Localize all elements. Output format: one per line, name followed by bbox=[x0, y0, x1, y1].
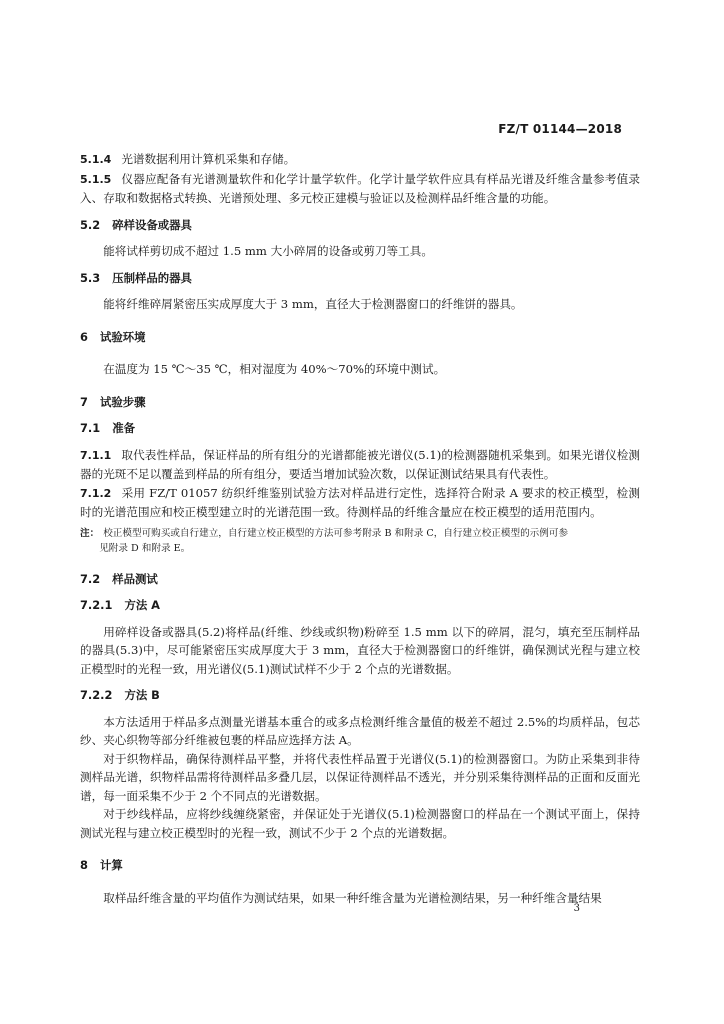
note-line-1: 校正模型可购买或自行建立，自行建立校正模型的方法可参考附录 B 和附录 C，自行建立校正模型的示例可参 bbox=[103, 527, 569, 539]
heading-5-2 bbox=[80, 216, 640, 235]
heading-number: 7 bbox=[80, 394, 88, 409]
heading-title: 试验环境 bbox=[99, 329, 146, 344]
clause-number: 7.1.2 bbox=[80, 486, 112, 500]
heading-7-2-2 bbox=[80, 686, 640, 705]
heading-title: 样品测试 bbox=[112, 571, 158, 586]
paragraph-7-2-2-c: 对于纱线样品，应将纱线缠绕紧密，并保证处于光谱仪(5.1)检测器窗口的样品在一个测试平面上，保持测试光程与建立校正模型时的光程一致，测试不少于 2 个点的光谱数据。 bbox=[80, 807, 640, 840]
heading-number: 8 bbox=[80, 858, 88, 872]
clause-text: 取代表性样品，保证样品的所有组分的光谱都能被光谱仪(5.1)的检测器随机采集到。如果光谱仪检测器的光斑不足以覆盖到样品的所有组分，要适当增加试验次数，以保证测试结果具有代表性。 bbox=[80, 447, 640, 481]
heading-number: 7.2.2 bbox=[80, 688, 113, 702]
heading-number: 7.1 bbox=[80, 421, 101, 435]
clause-number: 5.1.4 bbox=[80, 153, 112, 166]
heading-number: 6 bbox=[80, 329, 88, 344]
heading-title: 试验步骤 bbox=[99, 394, 146, 409]
standard-code-header: FZ/T 01144—2018 bbox=[498, 122, 622, 136]
heading-title: 计算 bbox=[99, 858, 123, 872]
heading-number: 5.3 bbox=[80, 270, 101, 285]
heading-title: 准备 bbox=[112, 421, 135, 435]
heading-7 bbox=[80, 393, 640, 412]
paragraph-5-3: 能将纤维碎屑紧密压实成厚度大于 3 mm，直径大于检测器窗口的纤维饼的器具。 bbox=[103, 297, 523, 311]
clause-5-1-5 bbox=[80, 170, 640, 208]
clause-7-1-2 bbox=[80, 484, 640, 522]
heading-5-3 bbox=[80, 269, 640, 288]
heading-title: 方法 B bbox=[124, 688, 160, 702]
paragraph-5-2: 能将试样剪切成不超过 1.5 mm 大小碎屑的设备或剪刀等工具。 bbox=[103, 244, 433, 258]
heading-8 bbox=[80, 856, 640, 875]
heading-title: 方法 A bbox=[124, 598, 160, 612]
heading-title: 压制样品的器具 bbox=[112, 270, 192, 285]
clause-text: 采用 FZ/T 01057 纺织纤维鉴别试验方法对样品进行定性，选择符合附录 A 要求的校正模型，检测时的光谱范围应和校正模型建立时的光谱范围一致。待测样品的纤维含量应在校正模型的适用范围内。 bbox=[80, 485, 640, 519]
heading-number: 5.2 bbox=[80, 217, 101, 232]
note bbox=[80, 526, 640, 556]
clause-5-1-4 bbox=[80, 150, 640, 170]
paragraph-8: 取样品纤维含量的平均值作为测试结果，如果一种纤维含量为光谱检测结果，另一种纤维含量结果 bbox=[103, 890, 602, 905]
heading-number: 7.2 bbox=[80, 571, 101, 586]
paragraph-7-2-2-a: 本方法适用于样品多点测量光谱基本重合的或多点检测纤维含量值的极差不超过 2.5%的均质样品，包芯纱、夹心织物等部分纤维被包裹的样品应选择方法 A。 bbox=[80, 714, 640, 747]
page-number: 3 bbox=[573, 903, 580, 914]
heading-number: 7.2.1 bbox=[80, 598, 113, 612]
heading-7-2-1 bbox=[80, 596, 640, 615]
heading-7-1 bbox=[80, 419, 640, 438]
clause-number: 5.1.5 bbox=[80, 172, 112, 186]
note-label: 注： bbox=[80, 527, 100, 539]
clause-7-1-1 bbox=[80, 446, 640, 484]
heading-6 bbox=[80, 328, 640, 347]
paragraph-6: 在温度为 15 ℃～35 ℃，相对湿度为 40%～70%的环境中测试。 bbox=[103, 362, 446, 376]
clause-number: 7.1.1 bbox=[80, 448, 112, 462]
heading-7-2 bbox=[80, 570, 640, 589]
heading-title: 碎样设备或器具 bbox=[112, 217, 192, 232]
note-line-2: 见附录 D 和附录 E。 bbox=[99, 542, 191, 554]
clause-text: 仪器应配备有光谱测量软件和化学计量学软件。化学计量学软件应具有样品光谱及纤维含量参考值录入、存取和数据格式转换、光谱预处理、多元校正建模与验证以及检测样品纤维含量的功能。 bbox=[80, 171, 640, 205]
document-body bbox=[80, 150, 640, 907]
paragraph-7-2-1: 用碎样设备或器具(5.2)将样品(纤维、纱线或织物)粉碎至 1.5 mm 以下的碎屑，混匀，填充至压制样品的器具(5.3)中，尽可能紧密压实成厚度大于 3 mm，直径大于检测器窗口的纤维饼，确保测试光程与建立校正模型时的光程一致，用光谱仪(5.1)测试试样不少于 2 个点的光谱数据。 bbox=[80, 624, 640, 676]
paragraph-7-2-2-b: 对于织物样品，确保待测样品平整，并将代表性样品置于光谱仪(5.1)的检测器窗口。为防止采集到非待测样品光谱，织物样品需将待测样品多叠几层，以保证待测样品不透光，并分别采集待测样品的正面和反面光谱，每一面采集不少于 2 个不同点的光谱数据。 bbox=[80, 751, 640, 803]
clause-text: 光谱数据利用计算机采集和存储。 bbox=[121, 152, 296, 166]
